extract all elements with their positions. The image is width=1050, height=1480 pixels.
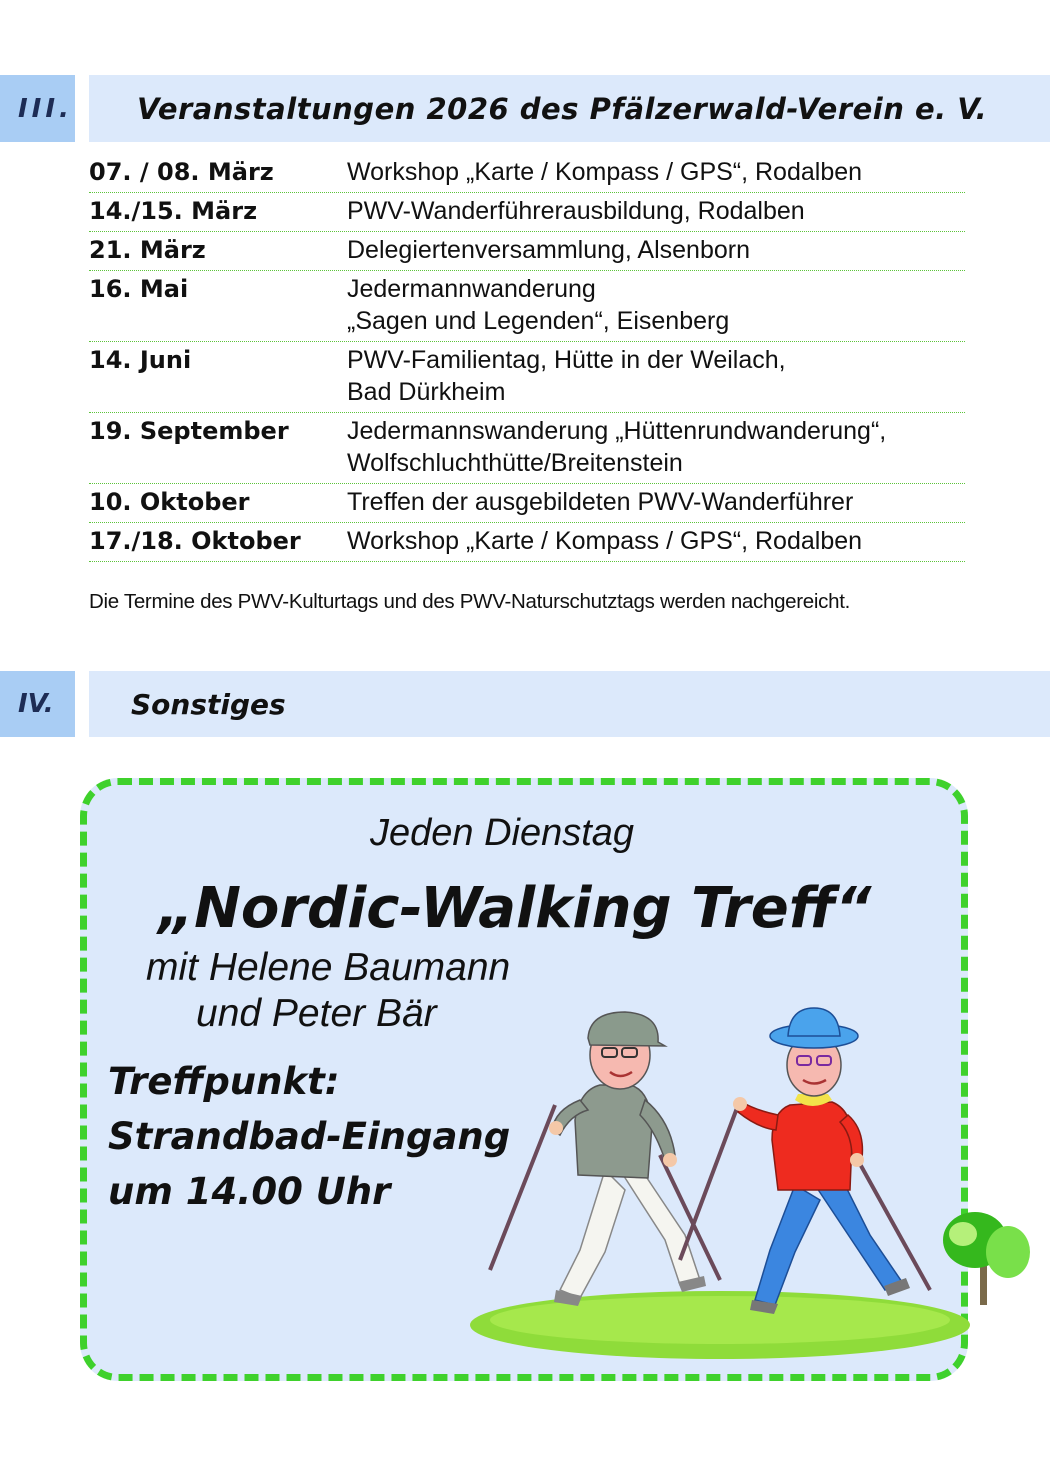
meeting-point-location: Strandbad-Eingang: [108, 1115, 511, 1158]
event-description-line: Bad Dürkheim: [347, 378, 506, 406]
event-row: [89, 484, 965, 523]
event-description: [347, 195, 805, 227]
event-description-line: PWV-Wanderführerausbildung, Rodalben: [347, 197, 805, 225]
event-row: [89, 193, 965, 232]
event-description: [347, 156, 862, 188]
event-description-line: Workshop „Karte / Kompass / GPS“, Rodalben: [347, 158, 863, 186]
event-description: [347, 525, 862, 557]
event-row: [89, 523, 965, 562]
meeting-point-label: Treffpunkt:: [108, 1060, 340, 1103]
event-description-line: Jedermannswanderung „Hüttenrundwanderung“,: [347, 417, 887, 445]
section-number-3: III.: [0, 75, 75, 142]
event-description: [347, 234, 750, 266]
event-date: 16. Mai: [89, 275, 189, 303]
event-date: 14. Juni: [89, 346, 192, 374]
event-date: 19. September: [89, 417, 289, 445]
event-description: [347, 486, 853, 518]
announcement-hosts-line2: und Peter Bär: [196, 992, 437, 1035]
events-list: [89, 154, 965, 562]
event-row: [89, 232, 965, 271]
event-date: 07. / 08. März: [89, 158, 274, 186]
nordic-walking-couple-illustration: [460, 990, 1040, 1375]
event-row: [89, 413, 965, 484]
event-description-line: Wolfschluchthütte/Breitenstein: [347, 449, 683, 477]
event-description: [347, 273, 729, 337]
section-number-4: IV.: [0, 671, 75, 737]
event-row: [89, 271, 965, 342]
events-footnote: Die Termine des PWV-Kulturtags und des PWV-Naturschutztags werden nachgereicht.: [89, 590, 850, 613]
event-description-line: „Sagen und Legenden“, Eisenberg: [347, 307, 730, 335]
announcement-title: „Nordic-Walking Treff“: [158, 876, 872, 941]
section-title-events: Veranstaltungen 2026 des Pfälzerwald-Verein e. V.: [89, 75, 1050, 142]
event-date: 17./18. Oktober: [89, 527, 301, 555]
event-date: 21. März: [89, 236, 206, 264]
event-description: [347, 415, 886, 479]
event-description: [347, 344, 786, 408]
meeting-time: um 14.00 Uhr: [108, 1170, 391, 1213]
event-row: [89, 342, 965, 413]
event-description-line: Jedermannwanderung: [347, 275, 596, 303]
event-description-line: Workshop „Karte / Kompass / GPS“, Rodalben: [347, 527, 863, 555]
event-description-line: Delegiertenversammlung, Alsenborn: [347, 236, 750, 264]
announcement-day: Jeden Dienstag: [370, 812, 635, 854]
section-title-misc: Sonstiges: [89, 671, 1050, 737]
event-date: 14./15. März: [89, 197, 258, 225]
event-description-line: PWV-Familientag, Hütte in der Weilach,: [347, 346, 786, 374]
event-date: 10. Oktober: [89, 488, 250, 516]
event-description-line: Treffen der ausgebildeten PWV-Wanderführer: [347, 488, 854, 516]
event-row: [89, 154, 965, 193]
announcement-hosts-line1: mit Helene Baumann: [146, 946, 511, 989]
